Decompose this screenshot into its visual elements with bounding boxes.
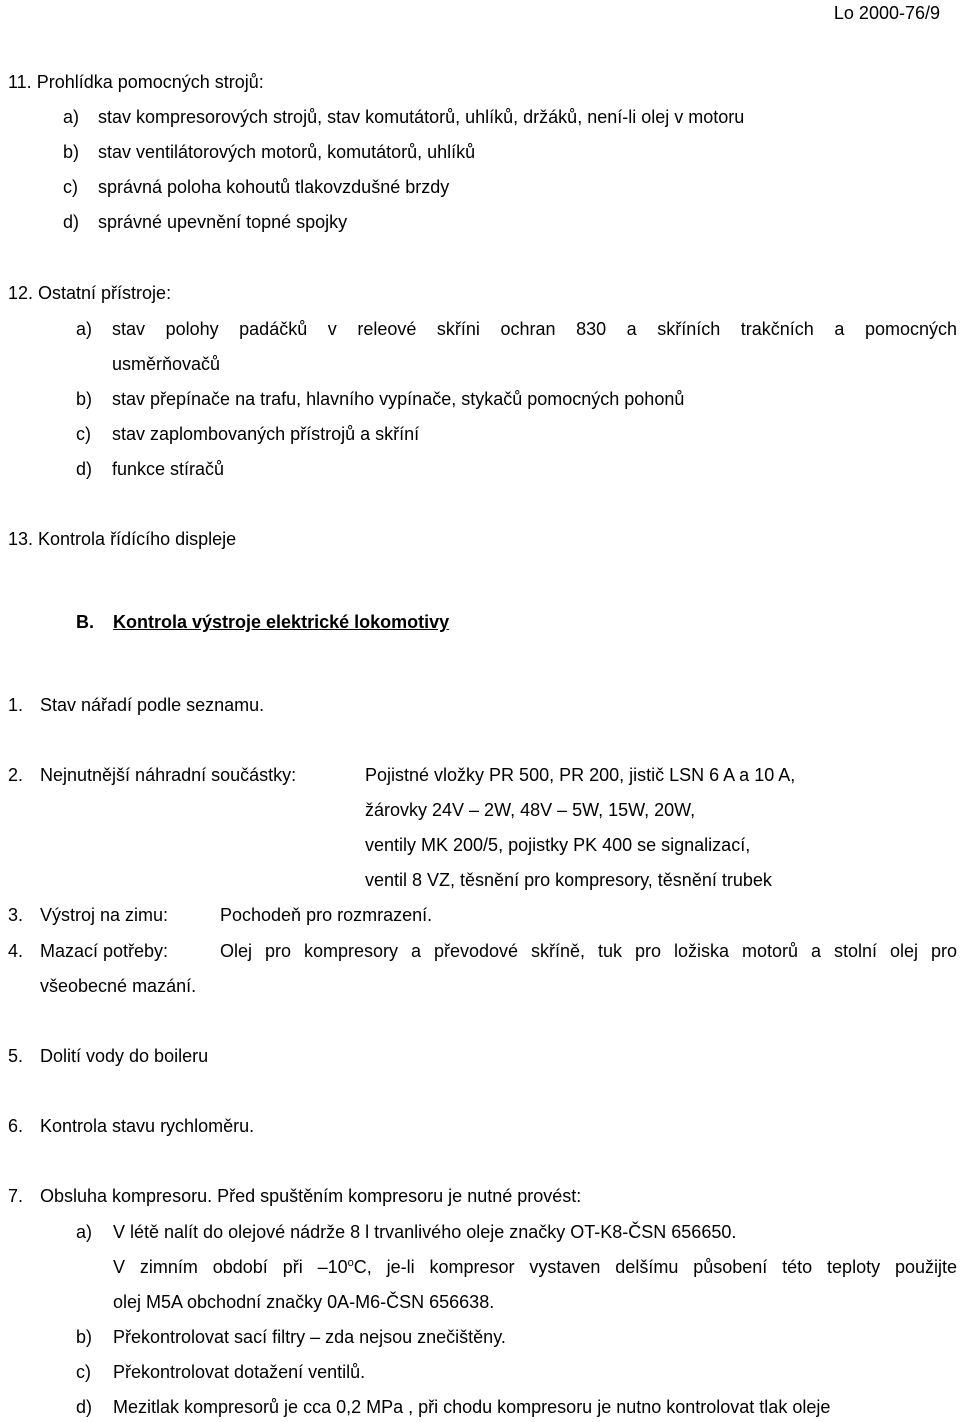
list-item: Překontrolovat sací filtry – zda nejsou znečištěny. xyxy=(113,1327,506,1347)
list-marker: b) xyxy=(76,1327,93,1347)
winter-text-end: C, je-li kompresor vystaven delšímu působení této teploty použijte xyxy=(353,1257,957,1277)
item-number: 1. xyxy=(8,695,24,715)
list-marker: c) xyxy=(63,177,78,197)
item-label: Výstroj na zimu: xyxy=(40,905,169,925)
list-marker: a) xyxy=(63,107,80,127)
item-text: Stav nářadí podle seznamu. xyxy=(40,695,265,715)
item-text: Kontrola stavu rychloměru. xyxy=(40,1116,255,1136)
item-number: 3. xyxy=(8,905,24,925)
section-b-title: Kontrola výstroje elektrické lokomotivy xyxy=(113,612,450,632)
list-item: stav zaplombovaných přístrojů a skříní xyxy=(112,424,420,444)
list-marker: c) xyxy=(76,1362,91,1382)
list-item: Mezitlak kompresorů je cca 0,2 MPa , při chodu kompresoru je nutno kontrolovat tlak oleje xyxy=(113,1397,831,1417)
parts-line: ventily MK 200/5, pojistky PK 400 se signalizací, xyxy=(365,835,751,855)
item-number: 7. xyxy=(8,1186,24,1206)
list-item: správné upevnění topné spojky xyxy=(98,212,348,232)
list-item-continuation: usměrňovačů xyxy=(112,354,221,374)
degree-superscript: o xyxy=(347,1257,354,1269)
list-marker: d) xyxy=(76,459,93,479)
document-id: Lo 2000-76/9 xyxy=(833,3,940,23)
list-item: stav přepínače na trafu, hlavního vypínače, stykačů pomocných pohonů xyxy=(112,389,685,409)
section-b-letter: B. xyxy=(76,612,94,632)
list-marker: d) xyxy=(63,212,80,232)
list-marker: a) xyxy=(76,319,93,339)
list-marker: a) xyxy=(76,1222,93,1242)
item-label: Nejnutnější náhradní součástky: xyxy=(40,765,297,785)
list-item: stav ventilátorových motorů, komutátorů, uhlíků xyxy=(98,142,476,162)
list-item: správná poloha kohoutů tlakovzdušné brzdy xyxy=(98,177,450,197)
item-number: 2. xyxy=(8,765,24,785)
parts-line: žárovky 24V – 2W, 48V – 5W, 15W, 20W, xyxy=(365,800,696,820)
section-12-title: 12. Ostatní přístroje: xyxy=(8,283,172,303)
list-item: funkce stíračů xyxy=(112,459,225,479)
item-number: 6. xyxy=(8,1116,24,1136)
list-item-continuation: olej M5A obchodní značky 0A-M6-ČSN 656638. xyxy=(113,1292,495,1312)
item-label: Mazací potřeby: xyxy=(40,941,169,961)
list-item-continuation xyxy=(113,1256,957,1278)
list-item: stav polohy padáčků v releové skříni ochran 830 a skříních trakčních a pomocných xyxy=(112,319,957,339)
list-item: Překontrolovat dotažení ventilů. xyxy=(113,1362,366,1382)
winter-text-start: V zimním období při –10 xyxy=(113,1257,348,1277)
list-item: stav kompresorových strojů, stav komutátorů, uhlíků, držáků, není-li olej v motoru xyxy=(98,107,745,127)
list-marker: c) xyxy=(76,424,91,444)
list-item: V létě nalít do olejové nádrže 8 l trvanlivého oleje značky OT-K8-ČSN 656650. xyxy=(113,1222,737,1242)
parts-line: ventil 8 VZ, těsnění pro kompresory, těsnění trubek xyxy=(365,870,772,890)
parts-line: Pojistné vložky PR 500, PR 200, jistič LSN 6 A a 10 A, xyxy=(365,765,796,785)
item-number: 4. xyxy=(8,941,24,961)
item-text: Dolití vody do boileru xyxy=(40,1046,209,1066)
item-text: Olej pro kompresory a převodové skříně, tuk pro ložiska motorů a stolní olej pro xyxy=(220,941,957,961)
list-marker: b) xyxy=(76,389,93,409)
item-text-continuation: všeobecné mazání. xyxy=(40,976,197,996)
item-text: Pochodeň pro rozmrazení. xyxy=(220,905,433,925)
item-number: 5. xyxy=(8,1046,24,1066)
section-11-title: 11. Prohlídka pomocných strojů: xyxy=(8,72,264,92)
item-text: Obsluha kompresoru. Před spuštěním kompresoru je nutné provést: xyxy=(40,1186,582,1206)
list-marker: d) xyxy=(76,1397,93,1417)
list-marker: b) xyxy=(63,142,80,162)
section-13-title: 13. Kontrola řídícího displeje xyxy=(8,529,237,549)
